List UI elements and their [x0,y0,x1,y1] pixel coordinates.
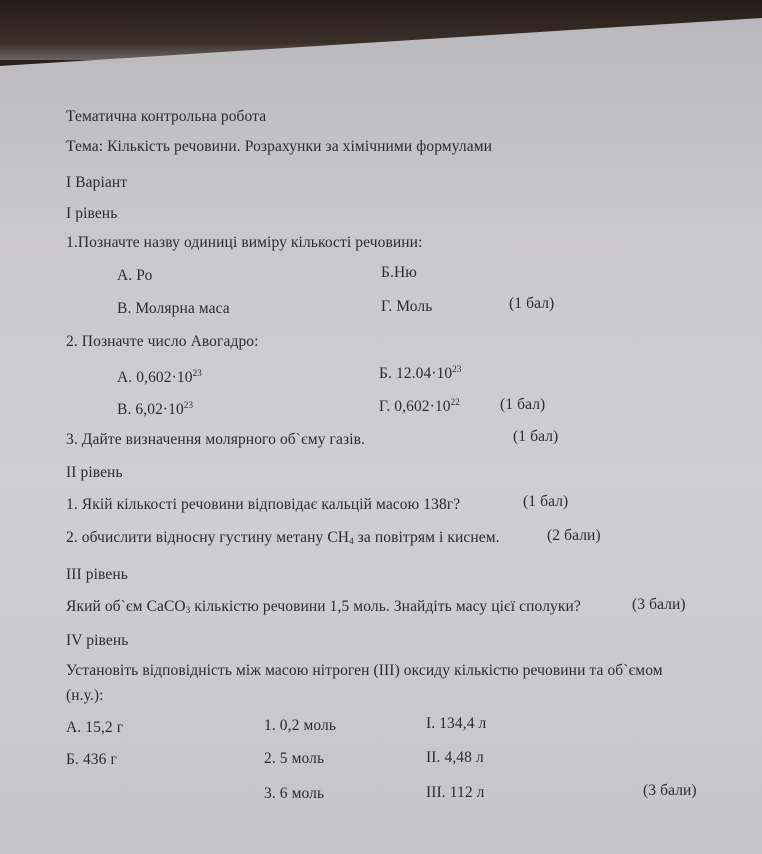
level-1-q3-text: 3. Дайте визначення молярного об`єму газів. [66,431,365,448]
level-1-q3-points: (1 бал) [513,428,559,445]
level-1-q1-text: 1.Позначте назву одиниці виміру кількості речовини: [66,234,423,251]
level-4-heading: ІV рівень [66,632,129,649]
level-1-q1-option-v: В. Молярна маса [117,300,230,317]
level-1-q2-points: (1 бал) [500,396,546,413]
variant-label: І Варіант [66,174,128,191]
level-1-q2-option-v: В. $6,02\cdot 10^{23}$ [117,400,194,418]
level-2-q1-points: (1 бал) [523,493,569,510]
exponent: 23 [192,368,202,378]
level-4-col3-item: ІІІ. 112 л [426,784,485,801]
level-1-q1-option-g: Г. Моль [381,298,433,315]
subscript: 3 [185,605,191,615]
level-4-question-line-1: Установіть відповідність між масою нітроген (ІІІ) оксиду кількістю речовини та об`ємом [66,662,663,679]
level-4-col3-item: ІІ. 4,48 л [426,749,484,766]
level-1-q2-text: 2. Позначте число Авогадро: [66,333,259,350]
exponent: 23 [452,364,462,374]
level-4-col2-item: 1. 0,2 моль [264,717,337,734]
document-topic: Тема: Кількість речовини. Розрахунки за хімічними формулами [66,138,493,155]
document-title: Тематична контрольна робота [66,108,267,125]
level-1-q1-option-a: А. Ро [117,267,153,284]
level-1-q2-option-g: Г. $0,602\cdot 10^{22}$ [379,397,460,415]
level-4-col2-item: 2. 5 моль [264,750,325,767]
level-3-points: (3 бали) [632,596,686,613]
level-4-col2-item: 3. 6 моль [264,785,325,802]
level-1-q2-option-a: А. $0,602\cdot 10^{23}$ [117,368,202,386]
level-3-question: Який об`єм CaCO$_3$ кількістю речовини 1,5 моль. Знайдіть масу цієї сполуки? [66,598,581,615]
level-2-q2-points: (2 бали) [547,527,601,544]
level-1-q1-option-b: Б.Ню [381,264,417,281]
level-3-heading: ІІІ рівень [66,566,128,583]
level-4-col1-item: Б. 436 г [66,751,117,768]
level-2-heading: ІІ рівень [66,464,123,481]
level-2-q1-text: 1. Якій кількості речовини відповідає кальцій масою 138г? [66,496,461,513]
level-1-q1-points: (1 бал) [509,295,555,312]
level-1-q2-option-b: Б. $12.04\cdot 10^{23}$ [379,364,462,382]
level-1-heading: І рівень [66,205,118,222]
exponent: 22 [450,397,460,407]
level-4-points: (3 бали) [643,782,697,799]
level-4-col1-item: А. 15,2 г [66,719,124,736]
level-2-q2-text: 2. обчислити відносну густину метану $СН_4$ за повітрям і киснем. [66,529,500,546]
exponent: 23 [183,400,194,410]
level-4-question-line-2: (н.у.): [66,687,104,704]
level-4-col3-item: І. 134,4 л [426,715,487,732]
subscript: 4 [349,536,354,546]
